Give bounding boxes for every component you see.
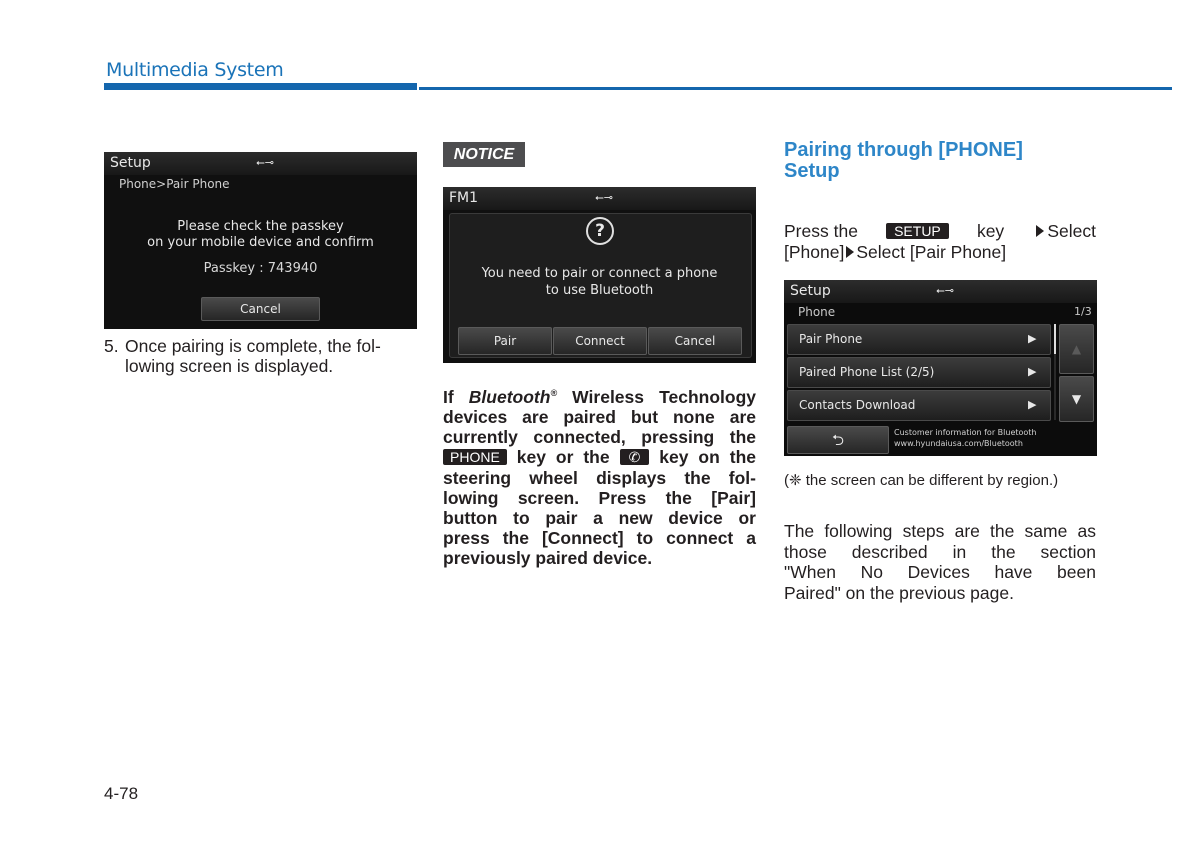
passkey-message-line2: on your mobile device and confirm	[147, 235, 374, 250]
notice-badge: NOTICE	[443, 142, 525, 167]
chevron-right-icon: ▶	[1028, 398, 1037, 411]
following-paragraph	[784, 521, 1096, 603]
customer-info-line2: www.hyundaiusa.com/Bluetooth	[894, 439, 1023, 448]
passkey-message-line1: Please check the passkey	[177, 219, 344, 234]
page-indicator: 1/3	[1074, 305, 1092, 318]
menu-item-label: Pair Phone	[799, 332, 863, 346]
notice-line5: steering wheel displays the fol-	[443, 467, 756, 488]
notice-line2: devices are paired but none are	[443, 407, 756, 428]
notice-line4: PHONE key or the ✆ key on the	[443, 447, 756, 467]
step-5-number: 5.	[104, 336, 119, 356]
chevron-right-icon: ▶	[1028, 332, 1037, 345]
connect-button[interactable]: Connect	[553, 327, 647, 355]
usb-icon: ⭠⊸	[595, 191, 614, 204]
header-rule	[419, 87, 1172, 90]
scroll-thumb[interactable]	[1054, 324, 1056, 354]
passkey-value: Passkey : 743940	[203, 261, 318, 276]
following-line1: The following steps are the same as	[784, 521, 1096, 541]
menu-item-contacts-download[interactable]	[787, 390, 1051, 421]
passkey-screen	[104, 152, 417, 329]
cancel-button[interactable]: Cancel	[648, 327, 742, 355]
screen-title: Setup	[790, 283, 831, 299]
breadcrumb: Phone>Pair Phone	[119, 177, 230, 191]
scroll-down-button[interactable]: ▼	[1059, 376, 1094, 422]
prompt-line2: to use Bluetooth	[545, 283, 654, 298]
setup-key: SETUP	[886, 223, 949, 239]
scroll-up-button[interactable]: ▲	[1059, 324, 1094, 374]
menu-item-label: Contacts Download	[799, 398, 916, 412]
screen-title: FM1	[449, 190, 479, 206]
section-heading: Pairing through [PHONE] Setup	[784, 139, 1023, 182]
chevron-right-icon: ▶	[1028, 365, 1037, 378]
notice-line9: previously paired device.	[443, 548, 653, 569]
menu-item-label: Paired Phone List (2/5)	[799, 365, 935, 379]
chapter-title: Multimedia System	[106, 59, 284, 81]
notice-line3: currently connected, pressing the	[443, 427, 756, 448]
page-number: 4-78	[104, 784, 139, 803]
usb-icon: ⭠⊸	[936, 284, 955, 297]
instruction-line1: Press the SETUP key Select	[784, 221, 1096, 241]
screen-subtitle: Phone	[798, 305, 836, 319]
following-line3: "When No Devices have been	[784, 562, 1096, 582]
screen-title: Setup	[110, 155, 151, 171]
menu-item-paired-phone-list[interactable]	[787, 357, 1051, 388]
cancel-button[interactable]: Cancel	[201, 297, 320, 321]
step-5-text-line1: Once pairing is complete, the fol-	[125, 336, 381, 356]
phone-setup-screen	[784, 280, 1097, 456]
arrow-right-icon	[846, 246, 854, 258]
following-line4: Paired" on the previous page.	[784, 582, 1014, 603]
step-5-text-line2: lowing screen is displayed.	[125, 356, 334, 376]
following-line2: those described in the section	[784, 541, 1096, 562]
question-icon: ?	[586, 217, 614, 245]
notice-line1: If Bluetooth® Wireless Technology	[443, 386, 756, 407]
region-note: (❈ the screen can be different by region.)	[784, 472, 1059, 489]
usb-icon: ⭠⊸	[256, 156, 275, 169]
header-bar	[104, 83, 417, 90]
pair-button[interactable]: Pair	[458, 327, 552, 355]
customer-info-line1: Customer information for Bluetooth	[894, 428, 1037, 437]
phone-key: PHONE	[443, 449, 507, 465]
menu-item-pair-phone[interactable]	[787, 324, 1051, 355]
back-arrow-icon: ⮌	[831, 431, 844, 449]
notice-line8: press the [Connect] to connect a	[443, 528, 756, 549]
arrow-right-icon	[1036, 225, 1044, 237]
notice-line7: button to pair a new device or	[443, 508, 756, 529]
notice-line6: lowing screen. Press the [Pair]	[443, 487, 756, 508]
back-button[interactable]	[787, 426, 889, 454]
instruction-line2: [Phone] Select [Pair Phone]	[784, 242, 1007, 262]
bluetooth-word: Bluetooth	[468, 386, 551, 407]
notice-text	[443, 383, 756, 569]
bluetooth-prompt-screen	[443, 187, 756, 363]
prompt-line1: You need to pair or connect a phone	[481, 266, 718, 281]
phone-call-icon: ✆	[620, 449, 650, 465]
